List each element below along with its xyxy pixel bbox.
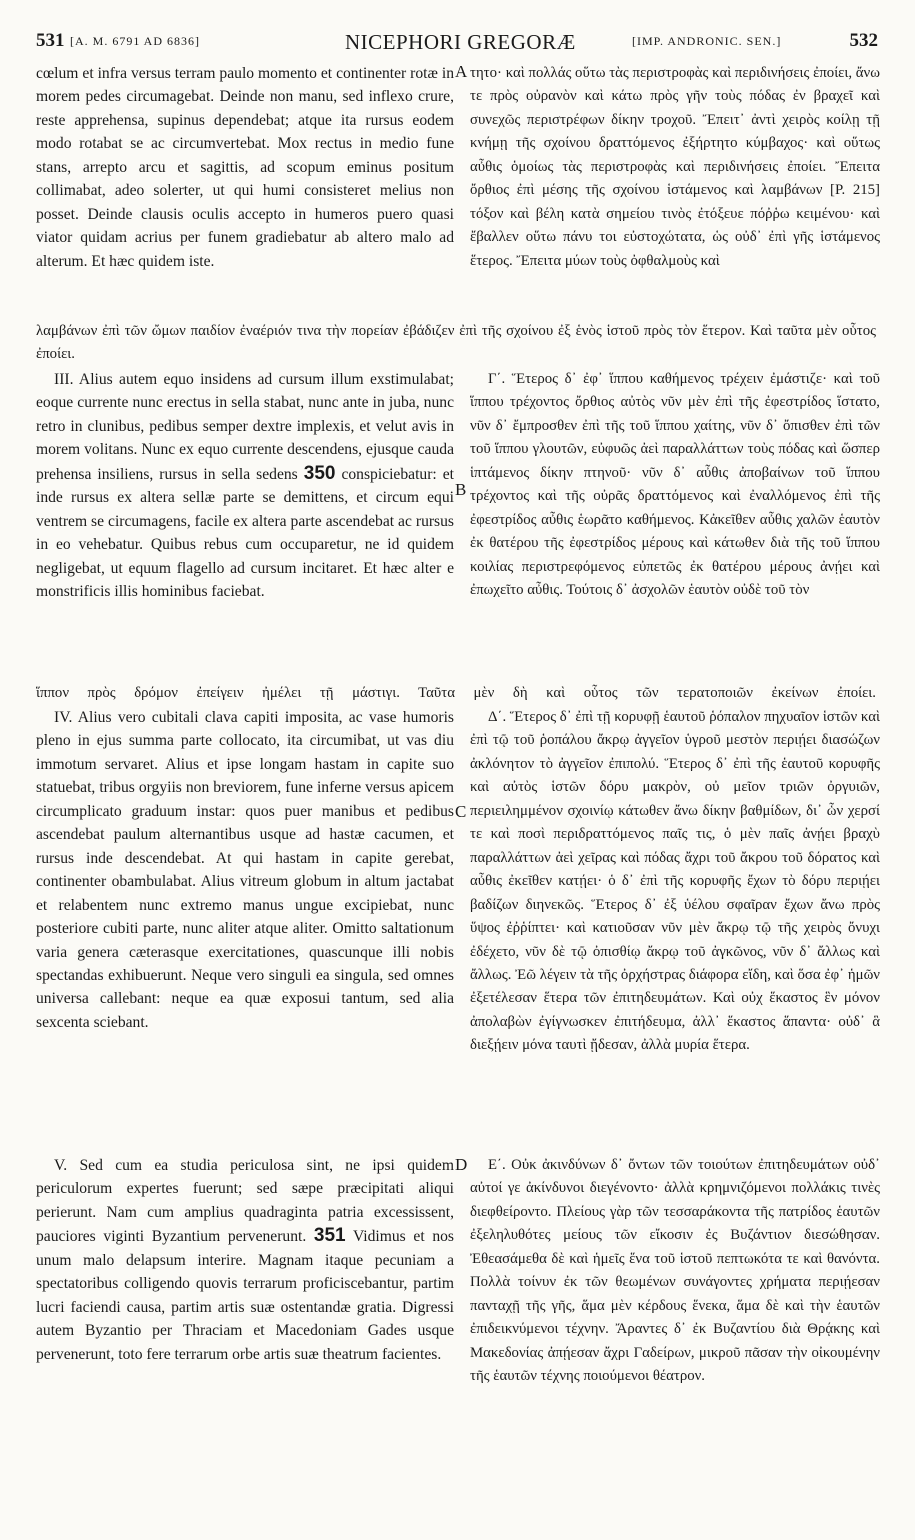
- running-header: [36, 30, 878, 56]
- marginal-page-number: 351: [313, 1225, 346, 1247]
- margin-letter-d: D: [455, 1155, 468, 1174]
- running-title: NICEPHORI GREGORÆ: [345, 30, 576, 54]
- page-number-right: 532: [849, 30, 878, 51]
- latin-paragraph-4: [36, 1154, 454, 1366]
- margin-letter-c: C: [455, 802, 467, 821]
- greek-column: [470, 58, 880, 1528]
- latin-column: [36, 58, 454, 1528]
- margin-letter-b: B: [455, 480, 467, 499]
- latin-paragraph-2-text-a: III. Alius autem equo insidens ad cursum illum exstimulabat; eoque currente nunc erectus in sella stabat, nunc ante in juba, nunc retro in clunibus, pedibus semper dextre implexis, et velut avis in morem volitans. Nunc ex equo currente descendens, ejusque cauda prehensa insiliens, rursus in sella sedens: [36, 371, 454, 483]
- greek-spanning-line-1: λαμβάνων ἐπὶ τῶν ὤμων παιδίον ἐναέριόν τινα τὴν πορείαν ἐβάδιζεν ἐπὶ τῆς σχοίνου ἐξ ἑνὸς ἱστοῦ πρὸς τὸν ἕτερον. Καὶ ταῦτα μὲν οὗτος ἐποίει.: [36, 323, 876, 363]
- latin-paragraph-2: [36, 368, 454, 604]
- marginal-page-number: 350: [303, 462, 336, 484]
- greek-paragraph-3: Δ΄. Ἕτερος δ᾽ ἐπὶ τῇ κορυφῇ ἑαυτοῦ ῥόπαλον πηχυαῖον ἱστῶν καὶ ἐπὶ τῷ τοῦ ῥοπάλου ἄκρῳ ἀγγεῖον ὑγροῦ μεστὸν περιῄει διασώζων ἀκλόνητον τὸ ἀγγεῖον ἐπιπολύ. Ἕτερος δ᾽ ἐπὶ τῆς ἑαυτοῦ κορυφῆς καὶ αὐτὸς ἱστῶν δόρυ μακρὸν, οὐ μεῖον τριῶν ὀργυιῶν, περιειλημμένον σχοινίῳ κάτωθεν ἄνω δίκην βαθμίδων, δι᾽ ὧν χερσί τε καὶ ποσὶ περιδραττόμενος παῖς τις, ὁ μὲν παῖς ἀνῄει βραχὺ παραλλάττων ἀεὶ χεῖρας καὶ πόδας ἄχρι τοῦ ἄκρου τοῦ δόρατος καὶ αὖθις ἐκεῖθεν κατῄει· ὁ δ᾽ ἐπὶ τῆς κορυφῆς ἔχων τὸ δόρυ περιῄει βαδίζων διηνεκῶς. Ἕτερος δ᾽ ἐξ ὑέλου σφαῖραν ἔχων ἄνω πρὸς ὕψος ἐῤῥίπτει· καὶ κατιοῦσαν νῦν μὲν ἄκρῳ τῷ τῆς χειρὸς ὄνυχι ἐδέχετο, νῦν δὲ τῷ ὀπισθίῳ ἄκρῳ τοῦ ἀγκῶνος, νῦν δ᾽ ἄλλως καὶ ἄλλως. Ἐῶ λέγειν τὰ τῆς ὀρχήστρας διάφορα εἴδη, καὶ ὅσα ἐφ᾽ ἡμῶν ἐξετέλεσαν ἕτερα τῶν ἐπιτηδευμάτων. Καὶ οὐχ ἕκαστος ἓν μόνον ἀπολαβὼν ἐγίγνωσκεν ἐπιτήδευμα, ἀλλ᾽ ἕκαστος ἅπαντα· οὐδ᾽ ἃ διεξῄειν μόνα ταυτὶ ᾔδεσαν, ἀλλὰ μυρία ἕτερα.: [470, 709, 880, 1054]
- margin-letter-a: A: [455, 62, 468, 81]
- latin-paragraph-4-text-a: V. Sed cum ea studia periculosa sint, ne ipsi quidem periculorum expertes fuerunt; sed sæpe præcipitati aliqui perierunt. Nam cum amplius quadraginta patria excessissent, pauciores viginti Byzantium pervenerunt.: [36, 1157, 454, 1246]
- greek-paragraph-1: τητο· καὶ πολλάς οὕτω τὰς περιστροφὰς καὶ περιδινήσεις ἐποίει, ἄνω τε πρὸς οὐρανὸν καὶ κάτω πρὸς γῆν τοὺς πόδας ἐν βραχεῖ καὶ συνεχῶς περιστρέφων δίκην τροχοῦ. Ἔπειτ᾽ ἀντὶ χειρὸς κοίλῃ τῇ κνήμῃ τῆς σχοίνου δραττόμενος ἐξήρτητο κύμβαχος· καὶ οὕτως αὖθις ὁμοίως τὰς περιστροφὰς καὶ περιδινήσεις ἐποίει. Ἔπειτα ὄρθιος ἐπὶ μέσης τῆς σχοίνου ἱστάμενος καὶ λαμβάνων [P. 215] τόξον καὶ βέλη κατὰ σημείου τινὸς ἐτόξευε πόῤῥω κειμένου· καὶ ἔβαλλεν οὕτω πάνυ τοι εὐστοχώτατα, ὡς οὐδ᾽ ἐπὶ γῆς ἱστάμενος ἕτερος. Ἔπειτα μύων τοὺς ὀφθαλμοὺς καὶ: [470, 65, 880, 269]
- latin-paragraph-3: IV. Alius vero cubitali clava capiti imposita, ac vase humoris pleno in ejus summa parte collocato, ita circumibat, ut vas diu immotum servaret. Alius et ipse longam hastam in capite suo statuebat, tribus orgyiis non breviorem, fune inferne versus apicem circumplicato graduum instar: quos puer manibus et pedibus ascendebat paulum alternantibus usque ad hastæ cacumen, et rursus inde descendebat. At qui hastam in capite gerebat, continenter obambulabat. Alius vitreum globum in altum jactabat et relabentem nunc extremo manus ungue excipiebat, nunc posteriore cubiti parte, nunc aliter atque aliter. Omitto saltationum varia genera cæterasque exercitationes, quascunque illi nobis spectandas exhibuerunt. Neque vero singuli ea singula, sed omnes universa callebant: neque ea quæ exposui tantum, sed alia sexcenta sciebant.: [36, 709, 454, 1031]
- latin-paragraph-4-text-b: Vidimus et nos unum malo delapsum interire. Magnam itaque pecuniam a spectatoribus colligendo quovis terrarum proficiscebantur, partim lucri faciendi causa, partim artis suæ ostentandæ gratia. Digressi autem Byzantio per Thraciam et Macedoniam Gades usque pervenerunt, toto fere terrarum orbe artis suæ theatrum facientes.: [36, 1228, 454, 1363]
- page-number-left: 531: [36, 30, 65, 51]
- year-bracket-left: [A. M. 6791 AD 6836]: [70, 34, 200, 48]
- greek-paragraph-2: Γ΄. Ἕτερος δ᾽ ἐφ᾽ ἵππου καθήμενος τρέχειν ἐμάστιζε· καὶ τοῦ ἵππου τρέχοντος ὄρθιος αὐτὸς νῦν μὲν ἐπὶ τῆς ἐφεστρίδος ἵστατο, νῦν δ᾽ ἔμπροσθεν ἐπὶ τῆς τοῦ ἵππου χαίτης, νῦν δ᾽ ὄπισθεν ἐπὶ τῶν τοῦ ἵππου γλουτῶν, εὐφυῶς ἀεὶ παραλλάττων τοὺς πόδας καὶ ὥσπερ ἱπτάμενος δίκην πτηνοῦ· νῦν δ᾽ αὖθις ἀποβαίνων τοῦ ἵππου τρέχοντος καὶ τῆς οὐρᾶς δραττόμενος καὶ ἐναλλόμενος ἐπὶ τῆς ἐφεστρίδος αὖθις ἑωρᾶτο καθήμενος. Κἀκεῖθεν αὖθις χαλῶν ἑαυτὸν ἐκ θατέρου τῆς ἐφεστρίδος μέρους καὶ κάτωθεν διὰ τῆς τοῦ ἵππου κοιλίας περιστρεφόμενος εὐπετῶς ἐκ θατέρου μέρους ἀνῄει καὶ ἐπωχεῖτο αὖθις. Τούτοις δ᾽ ἀσχολῶν ἑαυτὸν οὐδὲ τοῦ τὸν: [470, 371, 880, 599]
- greek-paragraph-4: Ε΄. Οὐκ ἀκινδύνων δ᾽ ὄντων τῶν τοιούτων ἐπιτηδευμάτων οὐδ᾽ αὐτοί γε ἀκίνδυνοι διεγένοντο· ἀλλὰ κρημνιζόμενοι πολλάκις τινὲς διεφθείροντο. Πλείους γὰρ τῶν τεσσαράκοντα τῆς πατρίδος ἑαυτῶν ἐξεληλυθότες μείους τῶν εἴκοσιν ἐς Βυζάντιον διεσώθησαν. Ἐθεασάμεθα δὲ καὶ ἡμεῖς ἕνα τοῦ ἱστοῦ πεπτωκότα τε καὶ θανόντα. Πολλὰ τοίνυν ἐκ τῶν θεωμένων συνάγοντες χρήματα περιῄεσαν πανταχῇ τῆς γῆς, ἅμα μὲν κέρδους ἕνεκα, ἅμα δὲ καὶ τὴν ἑαυτῶν ἐπιδεικνύμενοι τέχνην. Ἄραντες δ᾽ ἐκ Βυζαντίου διὰ Θρᾴκης καὶ Μακεδονίας ἀπῄεσαν ἄχρι Γαδείρων, μικροῦ πᾶσαν τὴν οἰκουμένην τῆς ἑαυτῶν τέχνης ποιούμενοι θέατρον.: [470, 1157, 880, 1385]
- latin-paragraph-1: cœlum et infra versus terram paulo momento et continenter rotæ in morem pedes circumagebat. Deinde non manu, sed inflexo crure, reste apprehensa, supinus dependebat; atque ita rursus eodem modo rotabat se ac circumvertebat. Mox rectus in medio fune stans, arrepto arcu et sagittis, ad scopum eminus positum collimabat, adeo solerter, ut qui humi consisteret melius non posset. Deinde clausis oculis accepto in humeros puero quasi viator quidam acrius per funem gradiebatur ab altero malo ad alterum. Et hæc quidem iste.: [36, 65, 454, 270]
- reign-bracket-right: [IMP. ANDRONIC. SEN.]: [632, 34, 782, 48]
- latin-paragraph-2-text-b: conspiciebatur: et inde rursus ex altera sellæ parte se demittens, et circum equi ventrem se circumagens, facile ex altera parte ascendebat ac rursus in eo vehebatur. Quibus rebus cum occuparetur, ne id quidem negligebat, ut equum flagello ad cursum incitaret. Et hæc alter e monstrificis illis hominibus faciebat.: [36, 465, 454, 601]
- greek-spanning-line-2: ἵππον πρὸς δρόμον ἐπείγειν ἠμέλει τῇ μάστιγι. Ταῦτα μὲν δὴ καὶ οὗτος τῶν τερατοποιῶν ἐκείνων ἐποίει.: [36, 685, 876, 701]
